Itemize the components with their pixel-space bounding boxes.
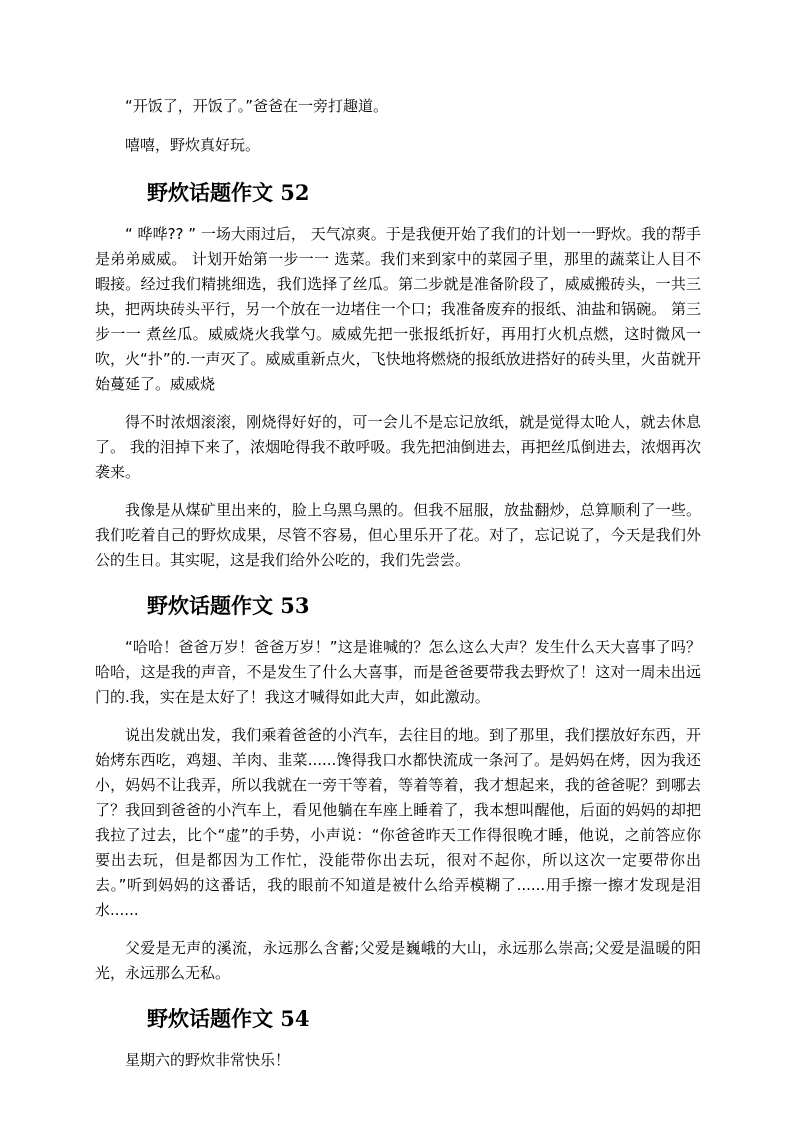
paragraph: “开饭了，开饭了。”爸爸在一旁打趣道。 [125,97,389,115]
paragraph: 得不时浓烟滚滚，刚烧得好好的，可一会儿不是忘记放纸，就是觉得太呛人，就去休息了。 我的泪掉下来了，浓烟呛得我不敢呼吸。我先把油倒进去，再把丝瓜倒进去，浓烟再次袭来。 [95,413,701,481]
document-page [95,92,701,1073]
section-heading: 野炊话题作文 54 [147,1006,310,1031]
section-heading: 野炊话题作文 53 [147,593,310,618]
paragraph: “ 哗哗?? ” 一场大雨过后， 天气凉爽。于是我便开始了我们的计划一一野炊。我的帮手是弟弟威威。 计划开始第一步一一 选菜。我们来到家中的菜园子里，那里的蔬菜让人目不暇接。经过我们精挑细选，我们选择了丝瓜。第二步就是准备阶段了，威威搬砖头，一共三块，把两块砖头平行，另一个放在一边堵住一个口；我准备废弃的报纸、油盐和锅碗。 第三步一一 煮丝瓜。威威烧火我掌勺。威威先把一张报纸折好，再用打火机点燃，这时微风一吹，火“扑”的.一声灭了。威威重新点火，飞快地将燃烧的报纸放进搭好的砖头里，火苗就开始蔓延了。威威烧 [95,225,701,393]
paragraph: 嘻嘻，野炊真好玩。 [125,136,261,154]
section-heading: 野炊话题作文 52 [147,180,310,205]
paragraph: 我像是从煤矿里出来的，脸上乌黑乌黑的。但我不屈服，放盐翻炒，总算顺利了一些。 我们吃着自己的野炊成果，尽管不容易，但心里乐开了花。对了，忘记说了，今天是我们外公的生日。其实呢，这是我们给外公吃的，我们先尝尝。 [95,501,701,569]
paragraph: 父爱是无声的溪流，永远那么含蓄;父爱是巍峨的大山，永远那么崇高;父爱是温暖的阳光，永远那么无私。 [95,939,701,982]
paragraph: 星期六的野炊非常快乐！ [125,1051,291,1069]
paragraph: “哈哈！爸爸万岁！爸爸万岁！”这是谁喊的？怎么这么大声？发生什么天大喜事了吗？哈哈，这是我的声音，不是发生了什么大喜事，而是爸爸要带我去野炊了！这对一周未出远门的.我，实在是太好了！我这才喊得如此大声，如此激动。 [95,638,701,706]
paragraph: 说出发就出发，我们乘着爸爸的小汽车，去往目的地。到了那里，我们摆放好东西，开始烤东西吃，鸡翅、羊肉、韭菜......馋得我口水都快流成一条河了。是妈妈在烤，因为我还小，妈妈不让我弄，所以我就在一旁干等着，等着等着，我才想起来，我的爸爸呢？到哪去了？我回到爸爸的小汽车上，看见他躺在车座上睡着了，我本想叫醒他，后面的妈妈的却把我拉了过去，比个“虚”的手势，小声说：“你爸爸昨天工作得很晚才睡，他说，之前答应你要出去玩，但是都因为工作忙，没能带你出去玩，很对不起你，所以这次一定要带你出去。”听到妈妈的这番话，我的眼前不知道是被什么给弄模糊了......用手擦一擦才发现是泪水...... [95,726,701,919]
